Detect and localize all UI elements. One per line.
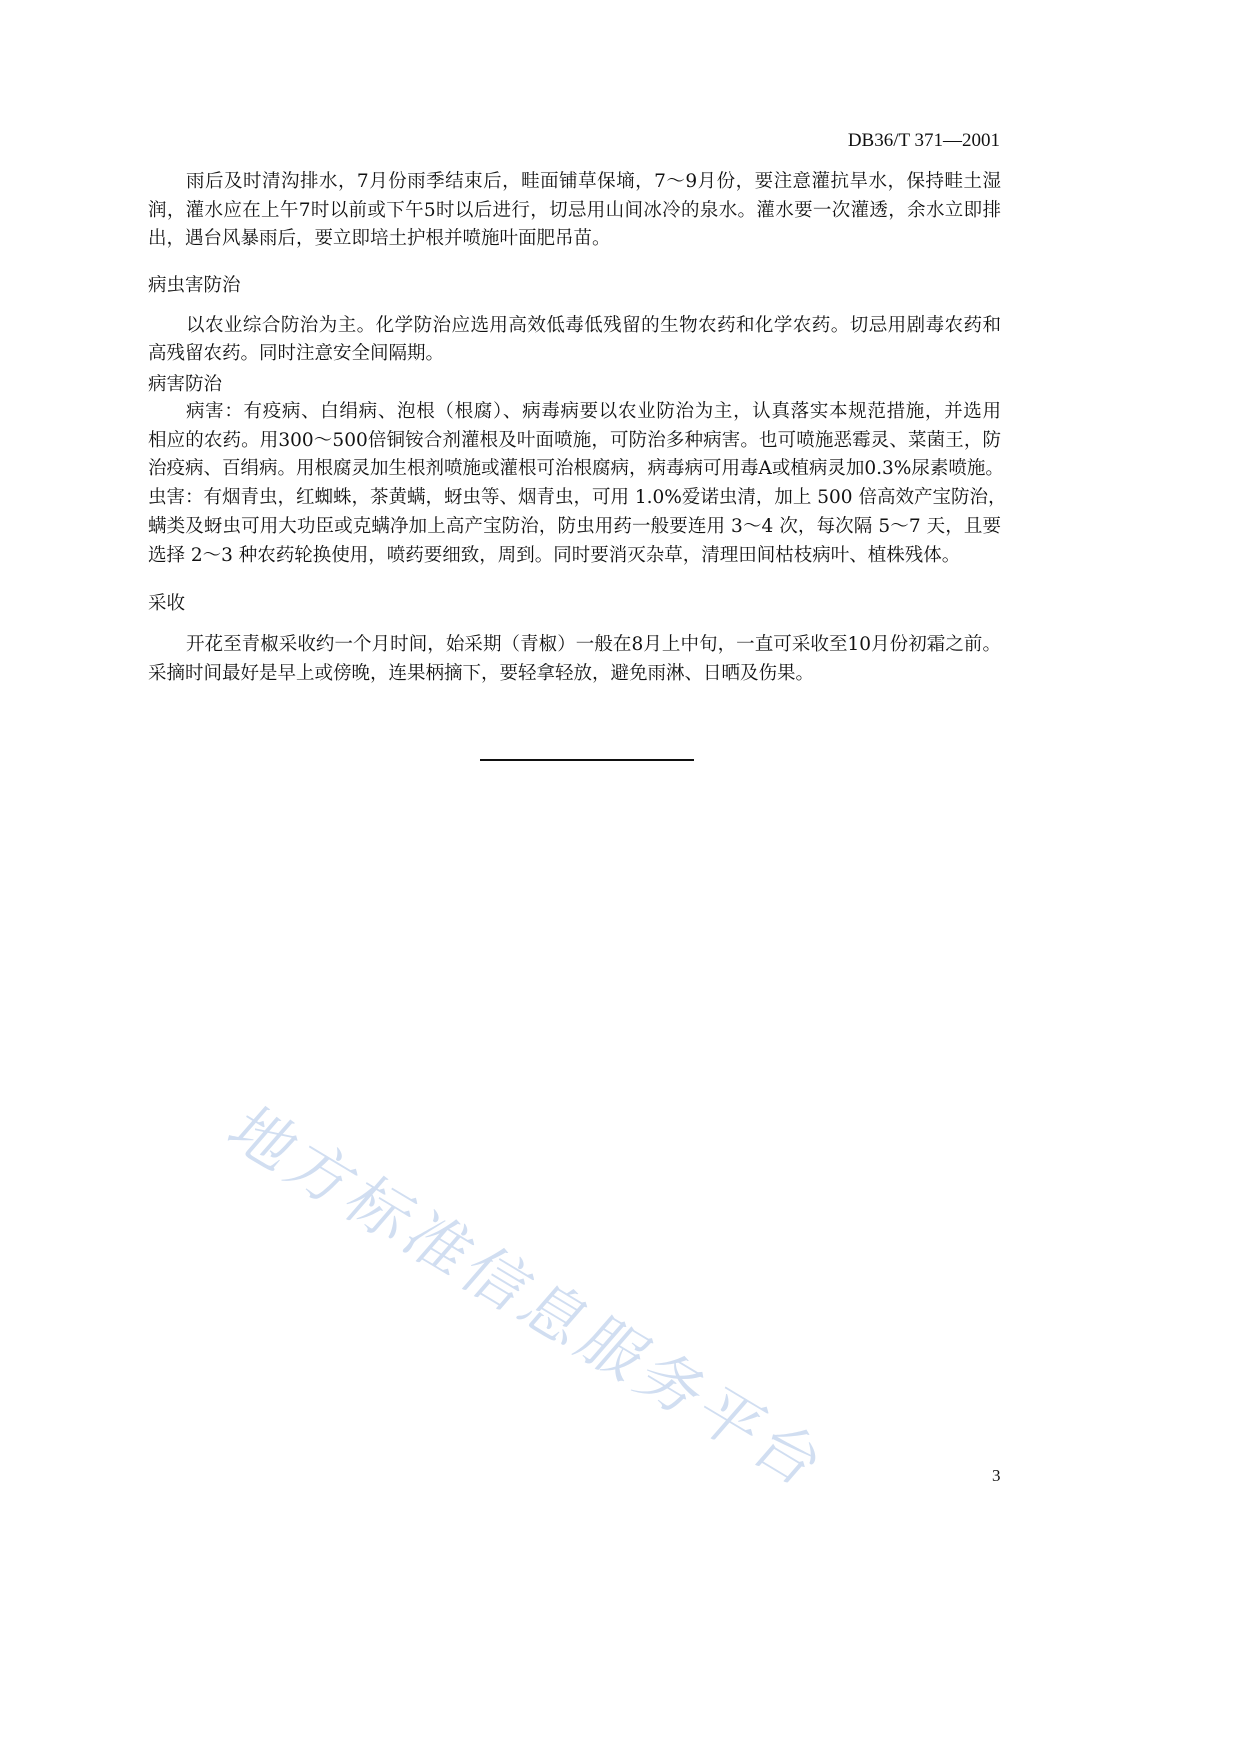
- paragraph-line: 相应的农药。用300～500倍铜铵合剂灌根及叶面喷施，可防治多种病害。也可喷施恶霉灵、菜菌王，防: [148, 430, 1001, 451]
- watermark: 地方标准信息服务平台: [212, 1094, 845, 1502]
- paragraph-line: 开花至青椒采收约一个月时间，始采期（青椒）一般在8月上中旬，一直可采收至10月份初霜之前。: [186, 634, 1001, 655]
- paragraph-line: 以农业综合防治为主。化学防治应选用高效低毒低残留的生物农药和化学农药。切忌用剧毒农药和: [186, 315, 1001, 336]
- paragraph-line: 润，灌水应在上午7时以前或下午5时以后进行，切忌用山间冰冷的泉水。灌水要一次灌透，余水立即排: [148, 200, 1001, 221]
- section-heading: 病害防治: [148, 374, 223, 395]
- paragraph-line: 采摘时间最好是早上或傍晚，连果柄摘下，要轻拿轻放，避免雨淋、日晒及伤果。: [148, 663, 815, 684]
- paragraph-line: 雨后及时清沟排水，7月份雨季结束后，畦面铺草保墒，7～9月份，要注意灌抗旱水，保持畦土湿: [186, 171, 1001, 192]
- paragraph-line: 病害：有疫病、白绢病、泡根（根腐）、病毒病要以农业防治为主，认真落实本规范措施，并选用: [186, 401, 1001, 422]
- section-heading: 采收: [148, 593, 186, 614]
- end-rule: [480, 759, 694, 761]
- paragraph-line: 选择 2～3 种农药轮换使用，喷药要细致，周到。同时要消灭杂草，清理田间枯枝病叶、植株残体。: [148, 545, 961, 566]
- paragraph-line: 高残留农药。同时注意安全间隔期。: [148, 343, 445, 364]
- paragraph-line: 出，遇台风暴雨后，要立即培土护根并喷施叶面肥吊苗。: [148, 228, 611, 249]
- page-number: 3: [992, 1466, 1001, 1485]
- section-heading: 病虫害防治: [148, 275, 241, 296]
- paragraph-line: 治疫病、百绢病。用根腐灵加生根剂喷施或灌根可治根腐病，病毒病可用毒A或植病灵加0.3%尿素喷施。: [148, 458, 1004, 479]
- paragraph-line: 虫害：有烟青虫，红蜘蛛，茶黄螨，蚜虫等、烟青虫，可用 1.0%爱诺虫清，加上 500 倍高效产宝防治，: [148, 487, 1007, 508]
- document-code: DB36/T 371—2001: [847, 130, 1000, 151]
- paragraph-line: 螨类及蚜虫可用大功臣或克螨净加上高产宝防治，防虫用药一般要连用 3～4 次，每次隔 5～7 天，且要: [148, 516, 1001, 537]
